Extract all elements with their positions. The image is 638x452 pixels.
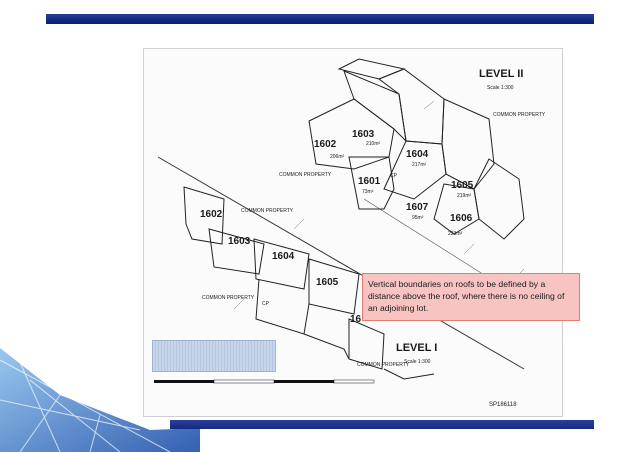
lower-lot-1603: 1603: [228, 236, 251, 247]
title-bar-accent: [46, 14, 594, 24]
upper-lot-1603: 1603: [352, 129, 375, 140]
common-property-label-lower-a: COMMON PROPERTY: [241, 208, 294, 214]
upper-lot-1605: 1605: [451, 180, 474, 191]
upper-lot-1601-area: 73m²: [362, 189, 374, 195]
corner-decoration: [0, 340, 200, 452]
upper-lot-1604: 1604: [406, 149, 429, 160]
common-property-label-right: COMMON PROPERTY: [493, 112, 546, 118]
upper-lot-1601: 1601: [358, 176, 381, 187]
upper-lot-1602-area: 206m²: [330, 154, 345, 160]
lower-lot-1605: 1605: [316, 277, 339, 288]
callout-note: [362, 273, 580, 321]
common-property-label-lower-c: COMMON PROPERTY: [357, 362, 410, 368]
level-lower-scale: Scale 1:300: [404, 359, 431, 365]
upper-lot-1607: 1607: [406, 202, 429, 213]
upper-lot-1606-area: 223m²: [448, 231, 463, 237]
plan-number: SP186118: [489, 402, 517, 408]
cp-label-upper: CP: [390, 173, 397, 179]
common-property-label-lower-b: COMMON PROPERTY: [202, 295, 255, 301]
level-upper-title: LEVEL II: [479, 68, 524, 80]
callout-text: Vertical boundaries on roofs to be defined by a distance above the roof, where there is no ceiling of an adjoining lot.: [368, 279, 565, 313]
upper-lot-1607-area: 95m²: [412, 215, 424, 221]
upper-lot-1602: 1602: [314, 139, 337, 150]
lower-lot-16: 16: [350, 314, 362, 325]
upper-lot-1604-area: 217m²: [412, 162, 427, 168]
upper-lot-1606: 1606: [450, 213, 473, 224]
level-lower-title: LEVEL I: [396, 342, 438, 354]
level-upper-scale: Scale 1:300: [487, 85, 514, 91]
upper-lot-1605-area: 219m²: [457, 193, 472, 199]
footer-bar-accent: [170, 420, 594, 429]
lower-lot-1604: 1604: [272, 251, 295, 262]
upper-lot-1603-area: 210m²: [366, 141, 381, 147]
lower-lot-1602: 1602: [200, 209, 223, 220]
common-property-label: COMMON PROPERTY: [279, 172, 332, 178]
cp-label-lower: CP: [262, 301, 269, 307]
